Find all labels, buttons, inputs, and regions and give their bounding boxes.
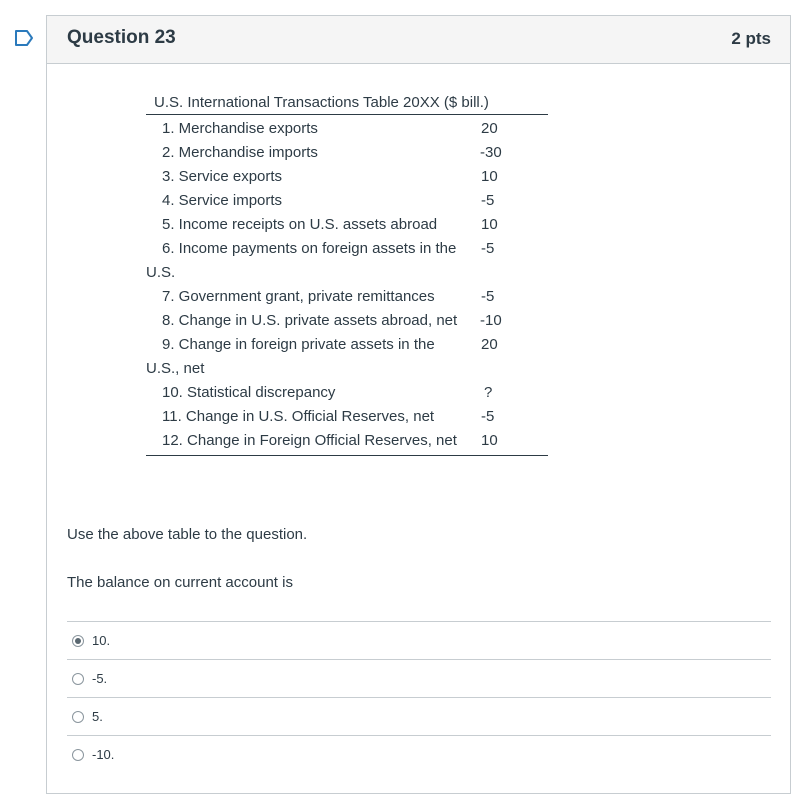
table-row-label: 2. Merchandise imports — [162, 144, 318, 161]
table-row-label: 1. Merchandise exports — [162, 120, 318, 137]
table-row-label: 3. Service exports — [162, 168, 283, 185]
flag-question-icon[interactable] — [14, 29, 34, 47]
answer-label[interactable]: 10. — [92, 633, 111, 648]
answer-label[interactable]: -5. — [92, 671, 108, 686]
answer-option[interactable] — [67, 621, 771, 659]
answer-option[interactable] — [67, 697, 771, 735]
transactions-table — [146, 92, 548, 456]
table-row — [146, 117, 548, 141]
table-row-label: 5. Income receipts on U.S. assets abroad — [162, 216, 438, 233]
table-row — [146, 333, 548, 381]
question-instruction: Use the above table to the question. — [67, 526, 308, 543]
table-row-value: -5 — [481, 288, 495, 305]
answer-list — [67, 621, 771, 773]
answer-option[interactable] — [67, 659, 771, 697]
table-row-label: 6. Income payments on foreign assets in the U.S. — [146, 240, 457, 281]
table-row-label: 7. Government grant, private remittances — [162, 288, 435, 305]
table-row-value: 20 — [481, 120, 498, 137]
table-row — [146, 429, 548, 453]
table-row-value: -5 — [481, 192, 495, 209]
table-row-value: 10 — [481, 168, 498, 185]
table-body — [146, 114, 548, 456]
question-title: Question 23 — [67, 27, 176, 48]
radio-button[interactable] — [72, 673, 84, 685]
table-row — [146, 165, 548, 189]
question-stem: The balance on current account is — [67, 574, 293, 591]
table-row-label: 12. Change in Foreign Official Reserves, net — [162, 432, 457, 449]
table-row — [146, 405, 548, 429]
table-row-value: 20 — [481, 336, 498, 353]
table-row-value: 10 — [481, 216, 498, 233]
answer-option[interactable] — [67, 735, 771, 773]
question-card — [46, 15, 791, 794]
table-row-value: -30 — [480, 144, 502, 161]
table-row — [146, 141, 548, 165]
table-row-label: 4. Service imports — [162, 192, 283, 209]
table-row-value: -10 — [480, 312, 502, 329]
table-row — [146, 309, 548, 333]
radio-button[interactable] — [72, 749, 84, 761]
table-row-label: 9. Change in foreign private assets in the U.S., net — [146, 336, 435, 377]
radio-button[interactable] — [72, 635, 84, 647]
table-caption: U.S. International Transactions Table 20XX ($ bill.) — [154, 94, 489, 111]
table-row-value: ? — [484, 384, 493, 401]
table-row — [146, 285, 548, 309]
answer-label[interactable]: -10. — [92, 747, 115, 762]
question-header — [47, 16, 790, 64]
table-row — [146, 213, 548, 237]
table-row — [146, 189, 548, 213]
table-row — [146, 237, 548, 285]
question-points: 2 pts — [731, 29, 771, 48]
answer-label[interactable]: 5. — [92, 709, 103, 724]
radio-button[interactable] — [72, 711, 84, 723]
table-row-label: 10. Statistical discrepancy — [162, 384, 336, 401]
table-row — [146, 381, 548, 405]
table-row-value: -5 — [481, 240, 495, 257]
table-row-value: -5 — [481, 408, 495, 425]
table-row-value: 10 — [481, 432, 498, 449]
table-row-label: 11. Change in U.S. Official Reserves, net — [162, 408, 435, 425]
table-row-label: 8. Change in U.S. private assets abroad, net — [162, 312, 458, 329]
